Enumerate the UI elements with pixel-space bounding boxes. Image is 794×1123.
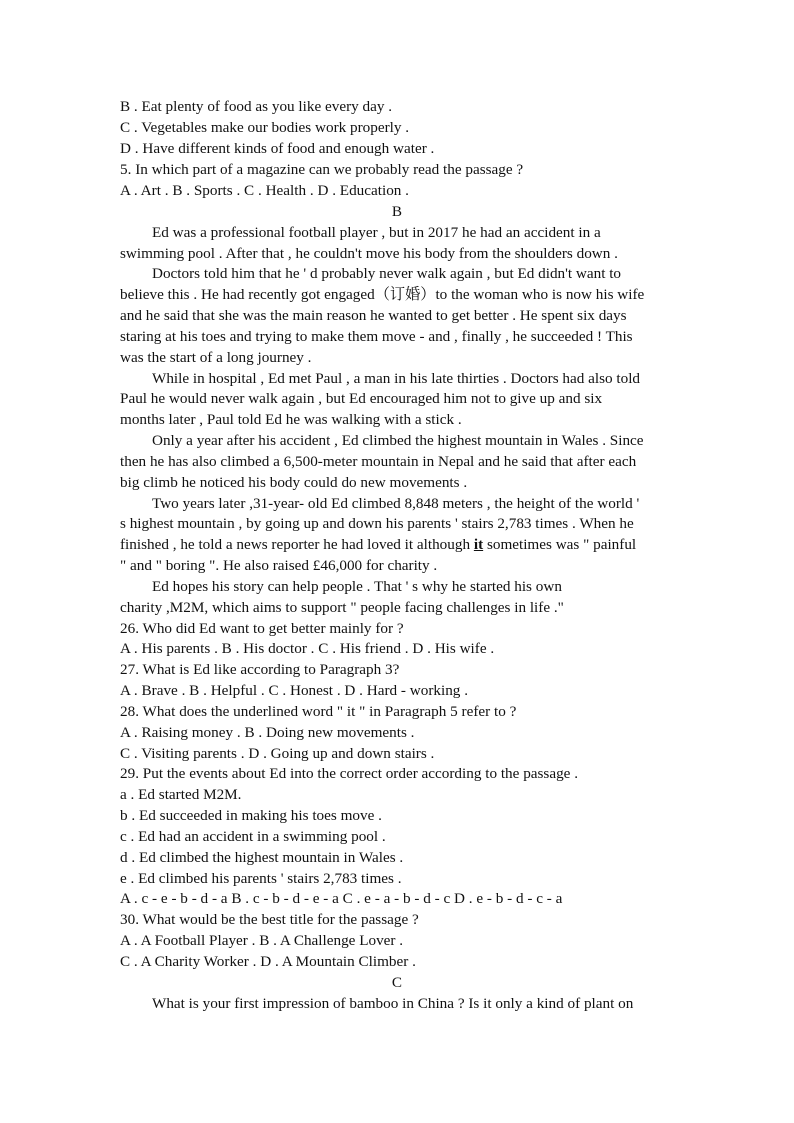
- passage-line: then he has also climbed a 6,500-meter mountain in Nepal and he said that after each: [120, 453, 637, 470]
- question-30-options-ab: A . A Football Player . B . A Challenge Lover .: [120, 932, 404, 949]
- passage-line: Only a year after his accident , Ed climbed the highest mountain in Wales . Since: [152, 432, 644, 449]
- event-d: d . Ed climbed the highest mountain in Wales .: [120, 849, 404, 866]
- passage-line: " and " boring ". He also raised £46,000 for charity .: [120, 557, 438, 574]
- passage-line-underlined: [120, 535, 680, 555]
- passage-line: Doctors told him that he ' d probably never walk again , but Ed didn't want to: [152, 265, 622, 282]
- question-28-options-ab: A . Raising money . B . Doing new movements .: [120, 724, 415, 741]
- section-c-first-line: What is your first impression of bamboo in China ? Is it only a kind of plant on: [152, 995, 634, 1012]
- option-c-line: C . Vegetables make our bodies work properly .: [120, 119, 410, 136]
- question-28-options-cd: C . Visiting parents . D . Going up and down stairs .: [120, 745, 435, 762]
- passage-line: Ed hopes his story can help people . That ' s why he started his own: [152, 578, 562, 595]
- passage-line: swimming pool . After that , he couldn't move his body from the shoulders down .: [120, 245, 618, 262]
- passage-line: was the start of a long journey .: [120, 349, 312, 366]
- question-5-options: A . Art . B . Sports . C . Health . D . Education .: [120, 182, 409, 199]
- passage-line: believe this . He had recently got engaged（订婚）to the woman who is now his wife: [120, 286, 645, 303]
- section-b-heading: B: [391, 203, 403, 220]
- question-28: 28. What does the underlined word " it " in Paragraph 5 refer to ?: [120, 703, 517, 720]
- event-a: a . Ed started M2M.: [120, 786, 242, 803]
- question-30: 30. What would be the best title for the passage ?: [120, 911, 419, 928]
- passage-line: s highest mountain , by going up and down his parents ' stairs 2,783 times . When he: [120, 515, 634, 532]
- section-c-heading: C: [391, 974, 403, 991]
- underlined-word-it: it: [473, 536, 484, 553]
- passage-line: staring at his toes and trying to make them move - and , finally , he succeeded ! This: [120, 328, 633, 345]
- event-b: b . Ed succeeded in making his toes move .: [120, 807, 382, 824]
- passage-line: months later , Paul told Ed he was walking with a stick .: [120, 411, 462, 428]
- event-e: e . Ed climbed his parents ' stairs 2,783 times .: [120, 870, 402, 887]
- passage-line: Two years later ,31-year- old Ed climbed 8,848 meters , the height of the world ': [152, 495, 640, 512]
- option-d-line: D . Have different kinds of food and enough water .: [120, 140, 435, 157]
- passage-line: Paul he would never walk again , but Ed encouraged him not to give up and six: [120, 390, 603, 407]
- passage-line: While in hospital , Ed met Paul , a man in his late thirties . Doctors had also told: [152, 370, 641, 387]
- question-29-options: A . c - e - b - d - a B . c - b - d - e - a C . e - a - b - d - c D . e - b - d - c - a: [120, 890, 563, 907]
- passage-line: and he said that she was the main reason he wanted to get better . He spent six days: [120, 307, 627, 324]
- underline-after: sometimes was " painful: [483, 536, 637, 553]
- passage-line: charity ,M2M, which aims to support " people facing challenges in life .": [120, 599, 564, 616]
- question-27: 27. What is Ed like according to Paragraph 3?: [120, 661, 400, 678]
- question-5: 5. In which part of a magazine can we probably read the passage ?: [120, 161, 524, 178]
- passage-line: big climb he noticed his body could do new movements .: [120, 474, 468, 491]
- option-b-line: B . Eat plenty of food as you like every day .: [120, 98, 393, 115]
- question-26-options: A . His parents . B . His doctor . C . His friend . D . His wife .: [120, 640, 495, 657]
- underline-before: finished , he told a news reporter he had loved it although: [120, 536, 474, 553]
- question-29: 29. Put the events about Ed into the correct order according to the passage .: [120, 765, 579, 782]
- event-c: c . Ed had an accident in a swimming pool .: [120, 828, 386, 845]
- question-27-options: A . Brave . B . Helpful . C . Honest . D . Hard - working .: [120, 682, 468, 699]
- question-26: 26. Who did Ed want to get better mainly for ?: [120, 620, 404, 637]
- passage-line: Ed was a professional football player , but in 2017 he had an accident in a: [152, 224, 601, 241]
- question-30-options-cd: C . A Charity Worker . D . A Mountain Climber .: [120, 953, 416, 970]
